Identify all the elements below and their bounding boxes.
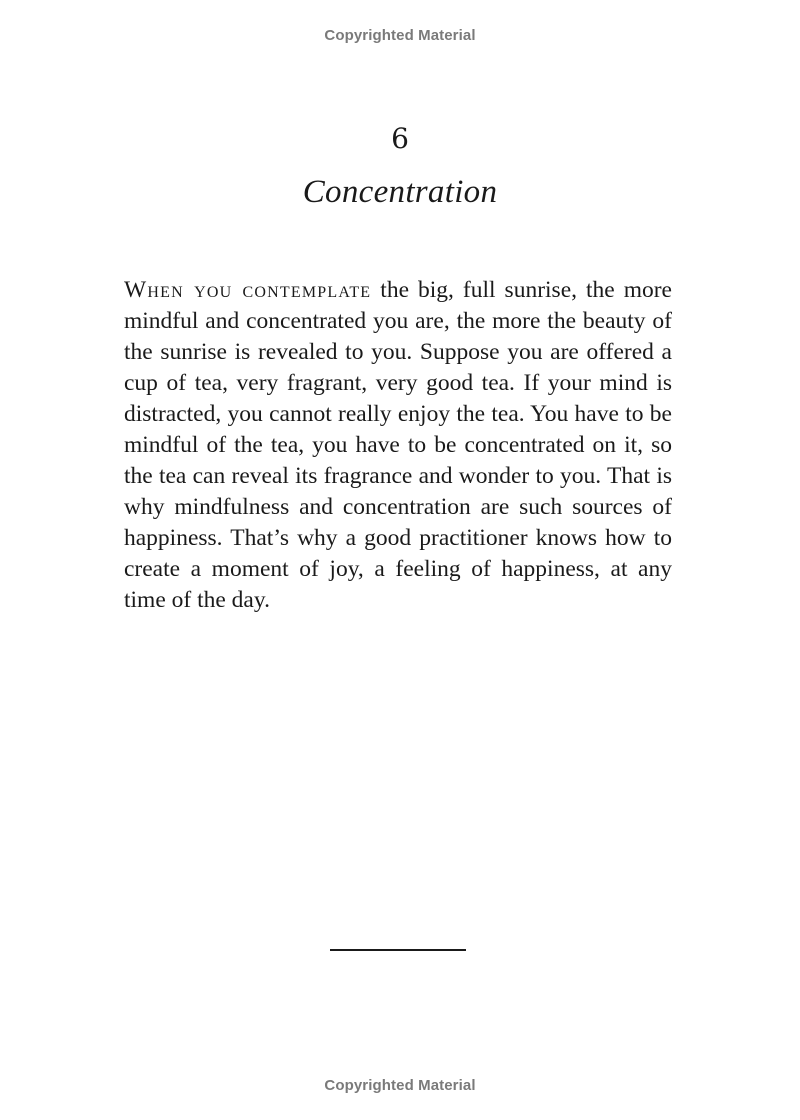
body-paragraph — [124, 275, 672, 616]
chapter-number: 6 — [391, 122, 409, 155]
paragraph-lead-in: When you contemplate — [124, 277, 372, 303]
paragraph-text: the big, full sunrise, the more mindful and concentrated you are, the more the beauty of the sunrise is revealed to you. Suppose you are offered a cup of tea, very fragrant, very good tea. If your mind is distracted, you cannot really enjoy the tea. You have to be mindful of the tea, you have to be concentrated on it, so the tea can reveal its fragrance and wonder to you. That is why mindfulness and concentration are such sources of happiness. That’s why a good practitioner knows how to create a moment of joy, a feeling of happiness, at any time of the day. — [124, 277, 672, 613]
chapter-title: Concentration — [302, 174, 498, 210]
copyright-watermark-top: Copyrighted Material — [324, 27, 476, 44]
copyright-watermark-bottom: Copyrighted Material — [324, 1077, 476, 1094]
page-footer-rule — [330, 949, 466, 951]
